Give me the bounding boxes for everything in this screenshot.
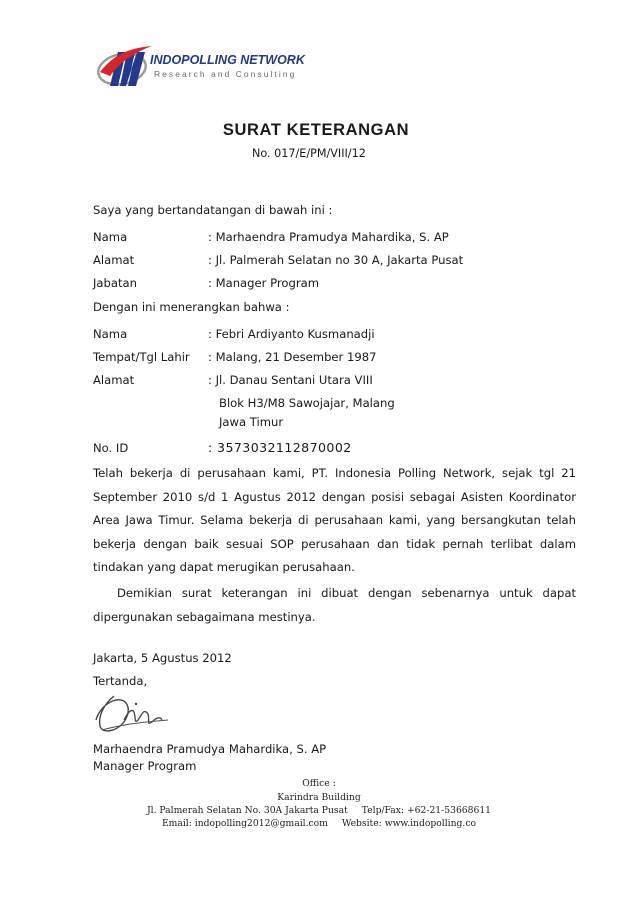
footer-website: Website: www.indopolling.co	[341, 818, 477, 829]
signer-position-label: Jabatan	[93, 276, 137, 290]
logo-emblem-icon	[96, 42, 156, 90]
footer-address-line	[0, 805, 638, 816]
employee-id-value: : 3573032112870002	[208, 440, 352, 455]
signatory-name: Marhaendra Pramudya Mahardika, S. AP	[93, 742, 327, 756]
signer-address-value: : Jl. Palmerah Selatan no 30 A, Jakarta Pusat	[208, 253, 464, 267]
signatory-position: Manager Program	[93, 759, 197, 773]
document-title-text: SURAT KETERANGAN	[222, 121, 410, 139]
employee-address-line1: : Jl. Danau Sentani Utara VIII	[208, 373, 373, 387]
signer-position-value: : Manager Program	[208, 276, 320, 290]
statement-text: Dengan ini menerangkan bahwa :	[93, 300, 290, 314]
employee-address-label: Alamat	[93, 373, 135, 387]
signer-name-label: Nama	[93, 230, 128, 244]
employee-name-label: Nama	[93, 327, 128, 341]
footer-address: Jl. Palmerah Selatan No. 30A Jakarta Pusat	[146, 805, 348, 816]
handwritten-signature	[94, 690, 174, 738]
employee-id-label: No. ID	[93, 441, 129, 455]
employee-birth-label: Tempat/Tgl Lahir	[93, 350, 190, 364]
company-name: INDOPOLLING NETWORK	[150, 53, 305, 67]
signer-name-value: : Marhaendra Pramudya Mahardika, S. AP	[208, 230, 449, 244]
footer-office-label: Office :	[302, 778, 336, 789]
body-paragraph: Telah bekerja di perusahaan kami, PT. Indonesia Polling Network, sejak tgl 21 September 2010 s/d 1 Agustus 2012 dengan posisi sebagai Asisten Koordinator Area Jawa Timur. Selama bekerja di perusahaan kami, yang bersangkutan telah bekerja dengan baik sesuai SOP perusahaan dan tidak pernah terlibat dalam tindakan yang dapat merugikan perusahaan.	[93, 466, 576, 575]
company-logo	[96, 42, 326, 90]
place-date: Jakarta, 5 Agustus 2012	[93, 651, 232, 665]
employee-birth-value: : Malang, 21 Desember 1987	[208, 350, 377, 364]
signer-address-label: Alamat	[93, 253, 135, 267]
sign-off: Tertanda,	[93, 674, 148, 688]
document-title	[0, 121, 638, 140]
employee-name-value: : Febri Ardiyanto Kusmanadji	[208, 327, 375, 341]
closing-paragraph: Demikian surat keterangan ini dibuat dengan sebenarnya untuk dapat dipergunakan sebagaimana mestinya.	[93, 586, 576, 624]
document-number: No. 017/E/PM/VIII/12	[252, 147, 366, 160]
footer-email: Email: indopolling2012@gmail.com	[161, 818, 328, 829]
company-tagline: Research and Consulting	[154, 69, 297, 79]
footer-building: Karindra Building	[277, 792, 361, 803]
employee-address-line3: Jawa Timur	[219, 415, 284, 429]
intro-text: Saya yang bertandatangan di bawah ini :	[93, 203, 333, 217]
footer-contact-line	[0, 818, 638, 829]
footer-phone: Telp/Fax: +62-21-53668611	[361, 805, 492, 816]
employee-address-line2: Blok H3/M8 Sawojajar, Malang	[219, 396, 395, 410]
